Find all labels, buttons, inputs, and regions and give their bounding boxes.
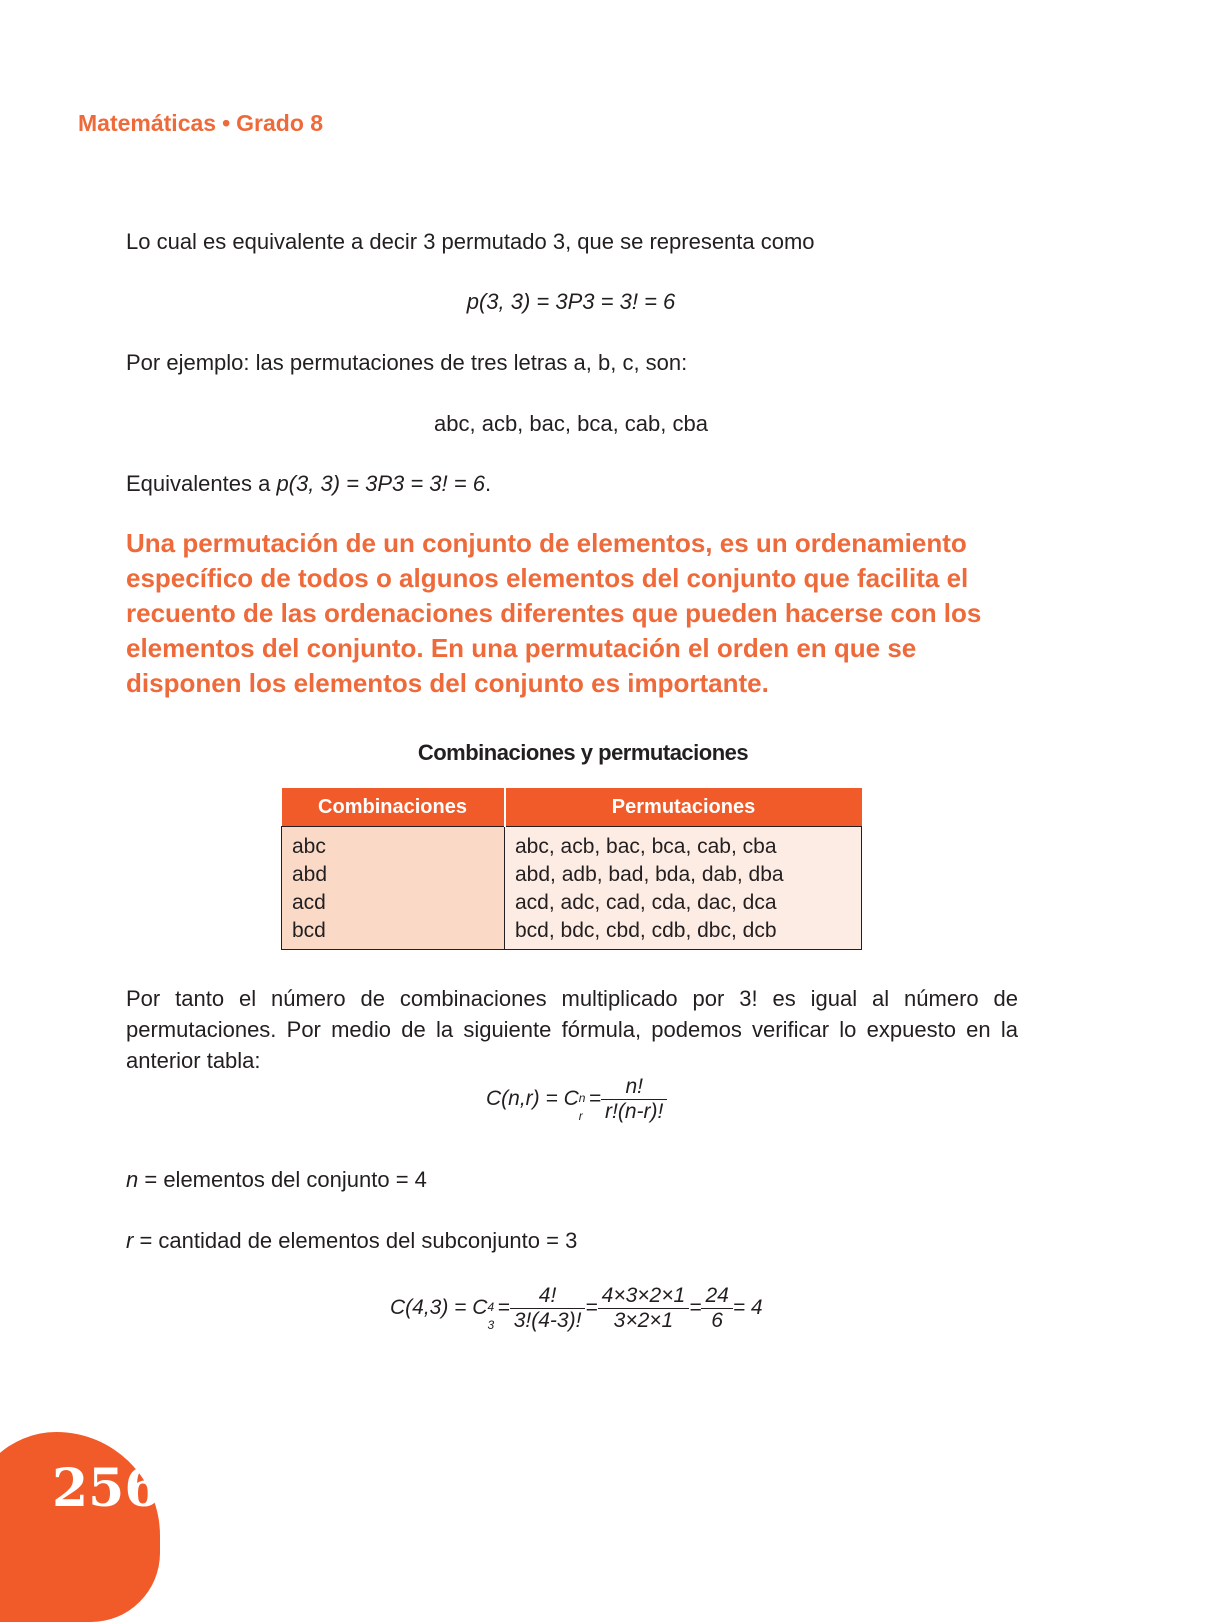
r-variable: r bbox=[126, 1228, 134, 1253]
intro-line-1: Lo cual es equivalente a decir 3 permutado 3, que se representa como bbox=[126, 229, 815, 254]
formula3-fraction-1 bbox=[510, 1284, 586, 1333]
formula2-fraction bbox=[601, 1075, 667, 1124]
intro-line-3 bbox=[126, 468, 491, 499]
formula2-lhs: C(n,r) = C bbox=[486, 1087, 579, 1111]
table-row: abc, acb, bac, bca, cab, cba bbox=[515, 835, 777, 858]
running-header bbox=[78, 110, 323, 137]
formula3-fraction-2 bbox=[598, 1284, 690, 1333]
permutations-cell bbox=[505, 827, 862, 950]
formula3-eq2: = bbox=[585, 1296, 598, 1320]
formula3-eq1: = bbox=[497, 1296, 510, 1320]
formula3-f2-numerator: 4×3×2×1 bbox=[598, 1284, 690, 1309]
formula3-f1-numerator: 4! bbox=[510, 1284, 586, 1309]
formula-combination-example bbox=[390, 1284, 763, 1333]
n-definition bbox=[126, 1164, 427, 1195]
formula2-eq: = bbox=[588, 1087, 602, 1111]
formula3-f3-denominator: 6 bbox=[711, 1309, 723, 1332]
intro-line-2: Por ejemplo: las permutaciones de tres letras a, b, c, son: bbox=[126, 350, 688, 375]
formula3-lhs: C(4,3) = C bbox=[390, 1296, 488, 1320]
table-row: acd, adc, cad, cda, dac, dca bbox=[515, 891, 777, 914]
table-row: acd bbox=[292, 891, 326, 914]
formula3-sub: 3 bbox=[487, 1318, 495, 1333]
definition-part-2: En una permutación el orden en que se disponen los elementos del conjunto es importante. bbox=[126, 633, 917, 698]
r-definition bbox=[126, 1225, 577, 1256]
header-grade: Grado 8 bbox=[236, 110, 324, 136]
formula2-denominator: r!(n-r)! bbox=[605, 1100, 664, 1123]
r-text: = cantidad de elementos del subconjunto = 3 bbox=[133, 1228, 578, 1253]
n-text: = elementos del conjunto = 4 bbox=[138, 1167, 427, 1192]
permutation-definition bbox=[126, 526, 1026, 701]
letters-permutations: abc, acb, bac, bca, cab, cba bbox=[434, 411, 708, 436]
header-subject: Matemáticas bbox=[78, 110, 217, 136]
line3-formula: p(3, 3) = 3P3 = 3! = 6 bbox=[276, 471, 485, 496]
formula3-eq3: = bbox=[689, 1296, 702, 1320]
formula2-sup: n bbox=[578, 1091, 586, 1106]
combinations-permutations-table bbox=[281, 788, 862, 950]
formula3-fraction-3 bbox=[701, 1284, 732, 1333]
table-row: bcd, bdc, cbd, cdb, dbc, dcb bbox=[515, 919, 777, 942]
table-row: bcd bbox=[292, 919, 326, 942]
combinations-cell bbox=[282, 827, 505, 950]
table-header-permutations: Permutaciones bbox=[505, 788, 862, 827]
formula2-sub: r bbox=[578, 1109, 583, 1124]
formula-permutation-3-3: p(3, 3) = 3P3 = 3! = 6 bbox=[466, 289, 676, 314]
formula3-result: = 4 bbox=[732, 1296, 763, 1320]
table-row: abd bbox=[292, 863, 328, 886]
line3-prefix: Equivalentes a bbox=[126, 471, 277, 496]
table-title: Combinaciones y permutaciones bbox=[417, 740, 749, 765]
table-header-combinations: Combinaciones bbox=[282, 788, 505, 827]
table-row: abd, adb, bad, bda, dab, dba bbox=[515, 863, 784, 886]
formula3-sup: 4 bbox=[487, 1300, 495, 1315]
formula3-f1-denominator: 3!(4-3)! bbox=[513, 1309, 582, 1332]
n-variable: n bbox=[126, 1167, 139, 1192]
formula3-f3-numerator: 24 bbox=[701, 1284, 732, 1309]
explanation-paragraph: Por tanto el número de combinaciones multiplicado por 3! es igual al número de permutaciones. Por medio de la siguiente fórmula, podemos verificar lo expuesto en la anterior tabla: bbox=[126, 986, 1018, 1073]
line3-suffix: . bbox=[484, 471, 492, 496]
formula2-numerator: n! bbox=[601, 1075, 667, 1100]
definition-part-1: Una permutación de un conjunto de elementos, es un ordenamiento específico de todos o algunos elementos del conjunto que facilita el recuento de las ordenaciones diferentes que pueden hacerse con los elementos del conjunto. bbox=[126, 528, 982, 663]
header-separator: • bbox=[222, 110, 231, 136]
formula3-f2-denominator: 3×2×1 bbox=[613, 1309, 674, 1332]
page-number: 256 bbox=[52, 1458, 161, 1519]
formula-combination-general bbox=[486, 1075, 667, 1124]
table-row: abc bbox=[292, 835, 326, 858]
